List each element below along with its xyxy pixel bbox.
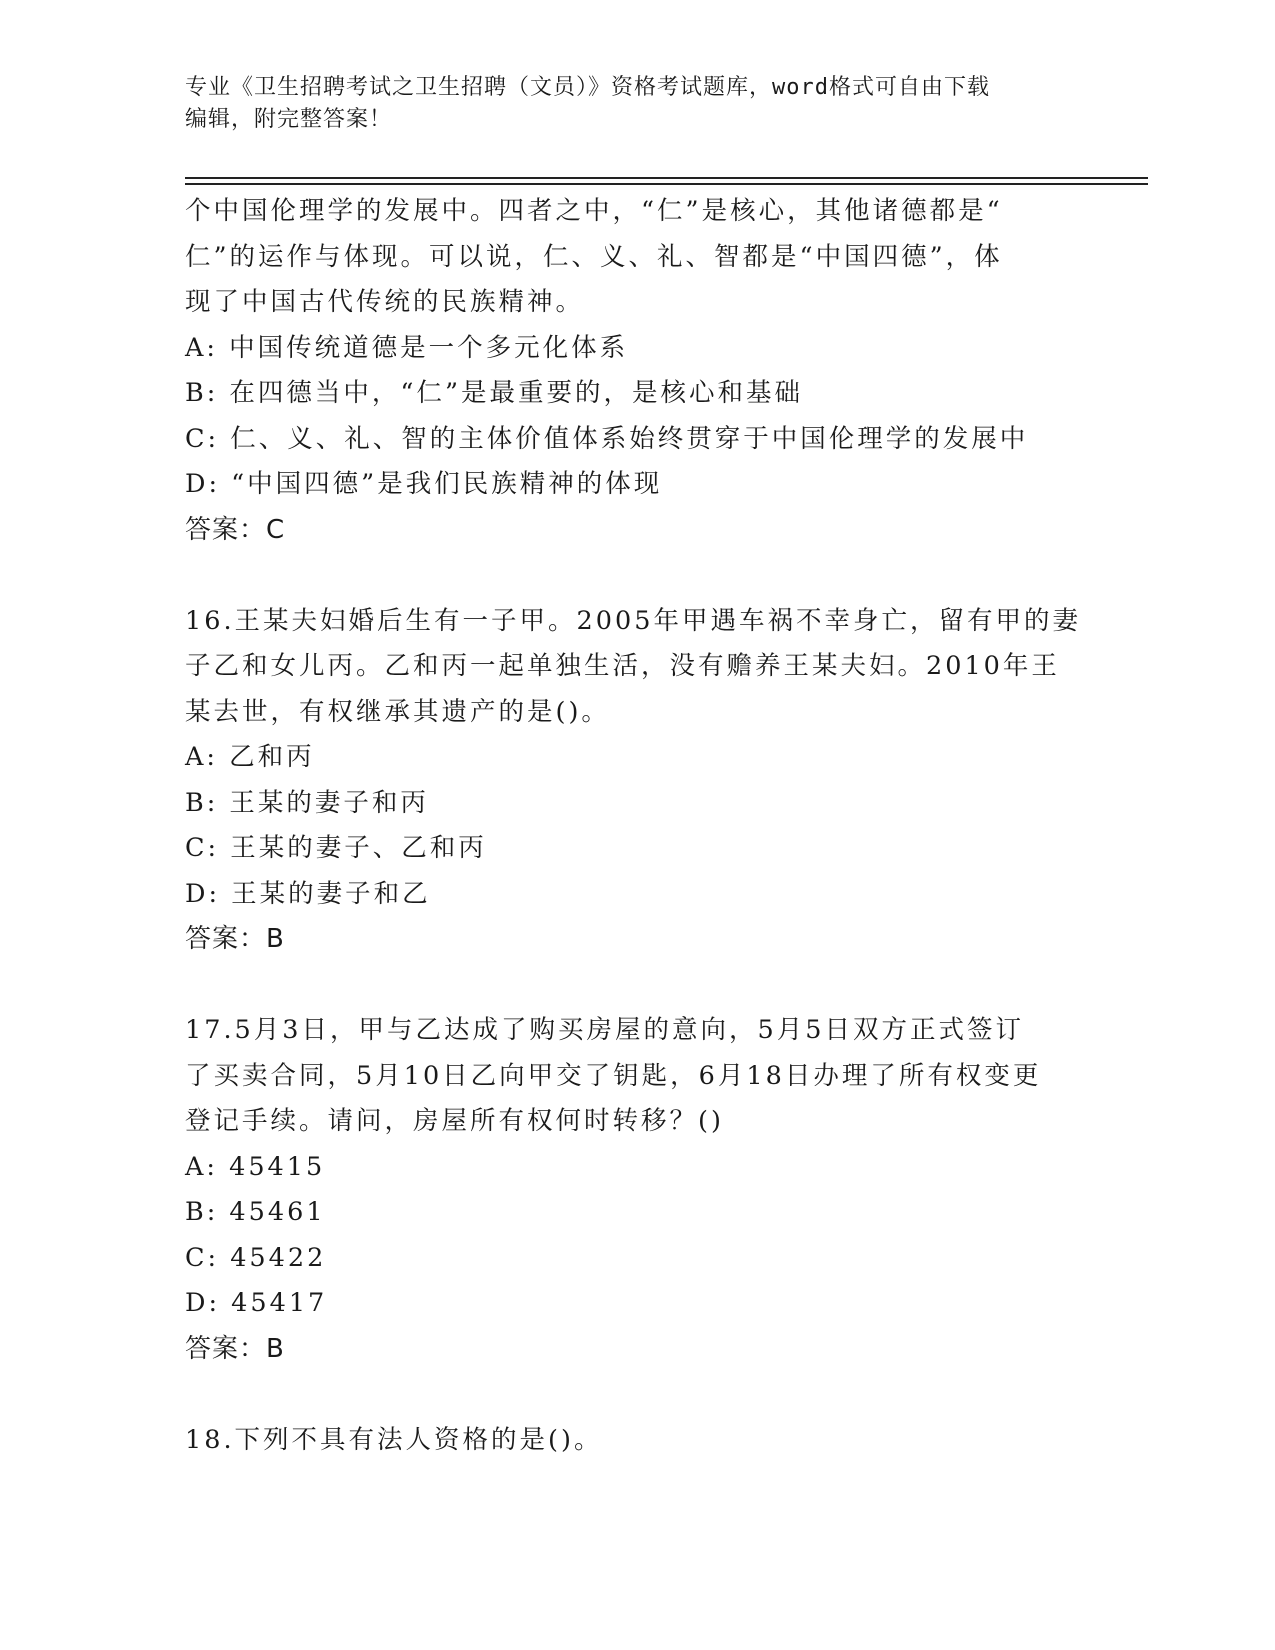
option-b: B: 45461 — [185, 1197, 326, 1227]
option-d: D: “中国四德”是我们民族精神的体现 — [185, 469, 663, 499]
option-a: A: 乙和丙 — [185, 742, 315, 772]
header-line-1: 专业《卫生招聘考试之卫生招聘（文员）》资格考试题库，word格式可自由下载 — [185, 75, 990, 100]
answer-label: 答案：B — [185, 1333, 285, 1364]
spacer — [185, 553, 1085, 599]
question-stem-line: 18.下列不具有法人资格的是()。 — [185, 1424, 603, 1455]
question-stem-line: 了买卖合同，5月10日乙向甲交了钥匙，6月18日办理了所有权变更 — [185, 1060, 1042, 1091]
header-divider-bottom — [185, 183, 1148, 185]
answer-label: 答案：B — [185, 924, 285, 954]
option-d: D: 45417 — [185, 1288, 328, 1318]
question-stem-line: 现了中国古代传统的民族精神。 — [185, 287, 585, 317]
question-15 — [185, 189, 1085, 553]
option-c: C: 王某的妻子、乙和丙 — [185, 833, 487, 863]
option-c: C: 45422 — [185, 1242, 327, 1273]
question-stem-line: 个中国伦理学的发展中。四者之中，“仁”是核心，其他诸德都是“ — [185, 196, 1003, 226]
option-a: A: 中国传统道德是一个多元化体系 — [185, 332, 629, 363]
question-stem-line: 子乙和女儿丙。乙和丙一起单独生活，没有赡养王某夫妇。2010年王 — [185, 651, 1060, 681]
option-b: B: 在四德当中，“仁”是最重要的，是核心和基础 — [185, 378, 804, 408]
option-c: C: 仁、义、礼、智的主体价值体系始终贯穿于中国伦理学的发展中 — [185, 423, 1029, 454]
question-stem-line: 16.王某夫妇婚后生有一子甲。2005年甲遇车祸不幸身亡，留有甲的妻 — [185, 605, 1081, 636]
question-stem-line: 某去世，有权继承其遗产的是()。 — [185, 696, 610, 727]
question-16 — [185, 599, 1085, 963]
document-header — [185, 72, 1085, 136]
spacer — [185, 1372, 1085, 1418]
question-content — [185, 189, 1085, 1463]
question-stem-line: 登记手续。请问，房屋所有权何时转移？() — [185, 1106, 724, 1136]
answer-label: 答案：C — [185, 514, 286, 545]
question-18 — [185, 1418, 1085, 1464]
option-b: B: 王某的妻子和丙 — [185, 787, 429, 818]
option-d: D: 王某的妻子和乙 — [185, 878, 431, 909]
header-divider-top — [185, 177, 1148, 179]
question-stem-line: 17.5月3日，甲与乙达成了购买房屋的意向，5月5日双方正式签订 — [185, 1015, 1024, 1045]
spacer — [185, 963, 1085, 1009]
question-17 — [185, 1008, 1085, 1372]
question-stem-line: 仁”的运作与体现。可以说，仁、义、礼、智都是“中国四德”，体 — [185, 241, 1003, 272]
header-line-2: 编辑，附完整答案！ — [185, 107, 393, 132]
option-a: A: 45415 — [185, 1151, 326, 1182]
